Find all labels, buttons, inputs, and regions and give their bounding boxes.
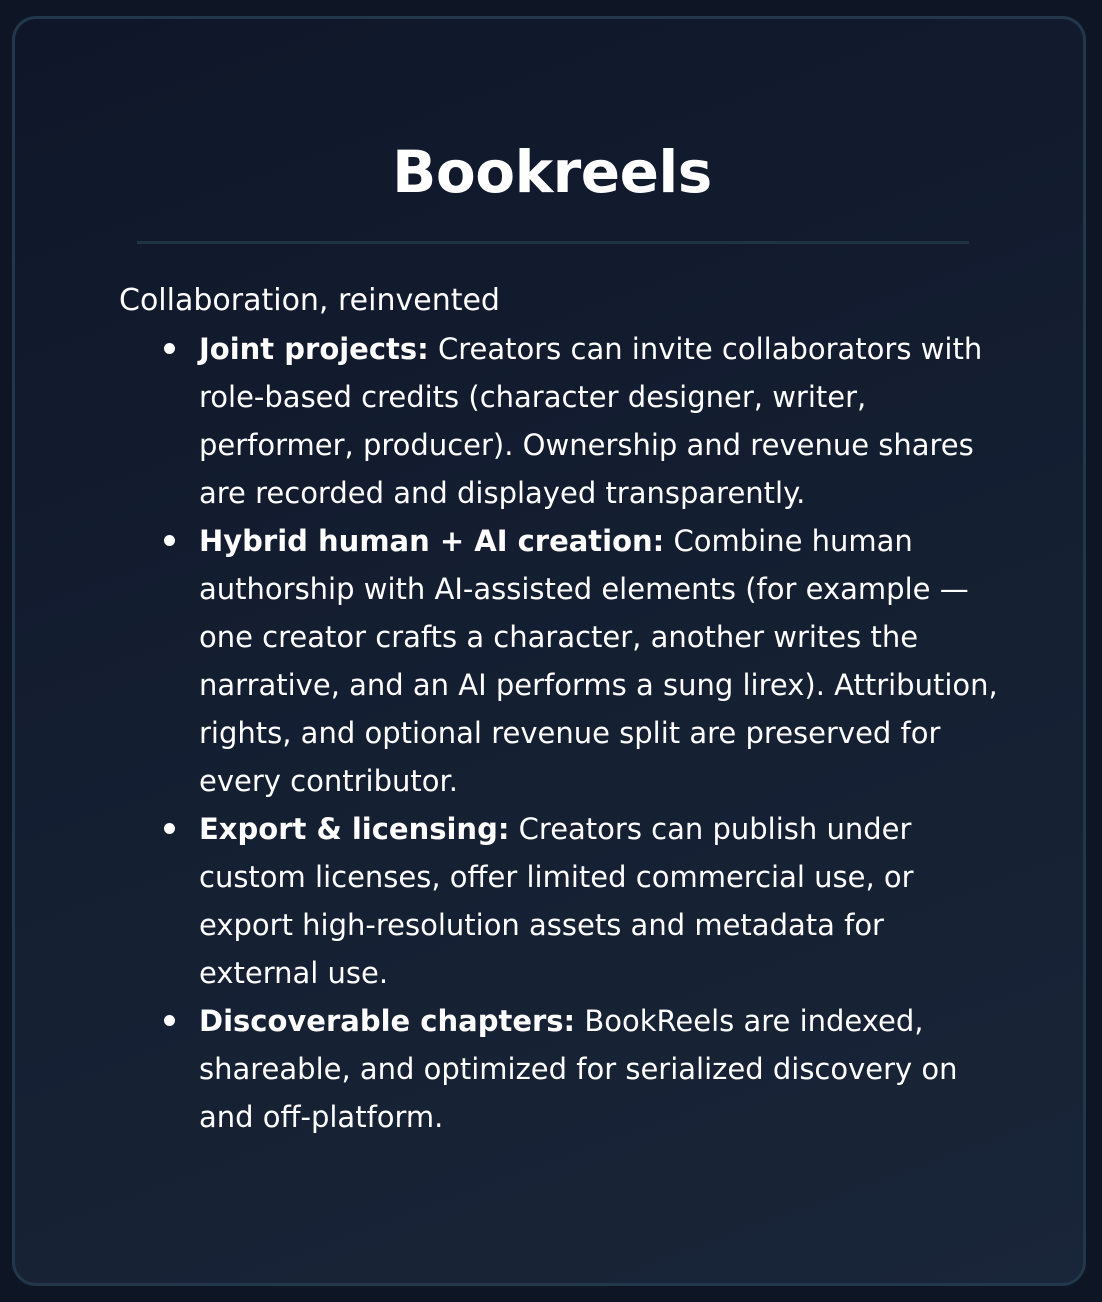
card-subtitle: Collaboration, reinvented	[119, 283, 500, 318]
feature-text: BookReels are indexed, shareable, and optimized for serialized discovery on and off-platform.	[199, 1004, 958, 1134]
feature-item-export-licensing	[199, 805, 999, 997]
feature-label: Hybrid human + AI creation:	[199, 524, 665, 558]
title-divider	[137, 241, 969, 244]
feature-item-discoverable-chapters	[199, 997, 999, 1141]
feature-label: Discoverable chapters:	[199, 1004, 576, 1038]
feature-text: Creators can publish under custom licenses, offer limited commercial use, or export high-resolution assets and metadata for external use.	[199, 812, 914, 990]
feature-item-joint-projects	[199, 325, 999, 517]
feature-label: Joint projects:	[199, 332, 429, 366]
feature-list	[119, 325, 999, 1141]
card-title: Bookreels	[392, 138, 712, 206]
feature-item-hybrid-creation	[199, 517, 999, 805]
feature-text: Creators can invite collaborators with role-based credits (character designer, writer, performer, producer). Ownership and revenue shares are recorded and displayed transparently.	[199, 332, 983, 510]
feature-label: Export & licensing:	[199, 812, 510, 846]
feature-text: Combine human authorship with AI-assisted elements (for example — one creator crafts a character, another writes the narrative, and an AI performs a sung lirex). Attribution, rights, and optional revenue split are preserved for every contributor.	[199, 524, 998, 798]
feature-card	[12, 16, 1086, 1286]
